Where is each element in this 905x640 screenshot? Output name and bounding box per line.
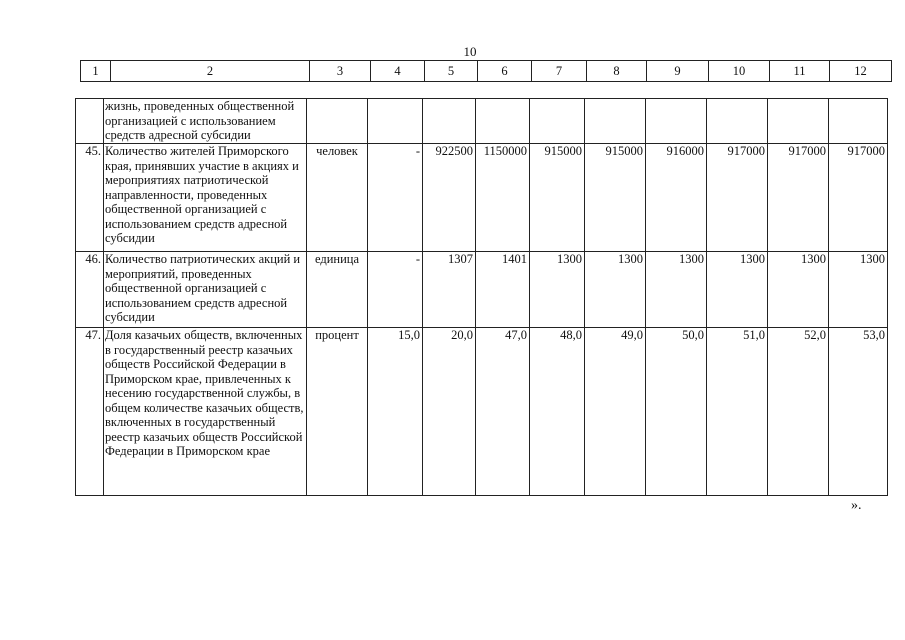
header-cell: 2	[111, 61, 310, 82]
row-value	[707, 99, 768, 144]
table-row	[76, 99, 888, 144]
row-value: 20,0	[423, 328, 476, 496]
row-value: 51,0	[707, 328, 768, 496]
row-value: 1401	[476, 252, 530, 328]
row-number	[76, 99, 104, 144]
row-value: 1300	[646, 252, 707, 328]
row-value: 1307	[423, 252, 476, 328]
row-value	[530, 99, 585, 144]
row-value: 52,0	[768, 328, 829, 496]
row-value: 1300	[530, 252, 585, 328]
row-value: 15,0	[368, 328, 423, 496]
row-value	[585, 99, 646, 144]
row-value: 1300	[768, 252, 829, 328]
row-number: 46.	[76, 252, 104, 328]
row-value: 1300	[585, 252, 646, 328]
row-value: 1300	[829, 252, 888, 328]
row-value	[768, 99, 829, 144]
column-number-header	[80, 60, 892, 82]
row-value	[646, 99, 707, 144]
header-cell: 12	[830, 61, 892, 82]
row-value: 50,0	[646, 328, 707, 496]
header-cell: 9	[647, 61, 709, 82]
row-value: 1150000	[476, 144, 530, 252]
header-cell: 6	[478, 61, 532, 82]
row-description: Количество жителей Приморского края, принявших участие в акциях и мероприятиях патриотической направленности, проведенных общественной организацией с использованием средств адресной субсидии	[104, 144, 307, 252]
header-cell: 5	[425, 61, 478, 82]
table-row	[76, 144, 888, 252]
row-number: 47.	[76, 328, 104, 496]
row-value: 917000	[829, 144, 888, 252]
header-cell: 8	[587, 61, 647, 82]
table-row	[76, 252, 888, 328]
row-value: 917000	[768, 144, 829, 252]
row-unit: единица	[307, 252, 368, 328]
row-value: 922500	[423, 144, 476, 252]
row-value: 1300	[707, 252, 768, 328]
page-number: 10	[463, 44, 477, 59]
header-cell: 7	[532, 61, 587, 82]
row-number: 45.	[76, 144, 104, 252]
row-description: Доля казачьих обществ, включенных в государственный реестр казачьих обществ Российской Федерации в Приморском крае, привлеченных к несению государственной службы, в общем количестве казачьих обществ, включенных в государственный реестр казачьих обществ Российской Федерации в Приморском крае	[104, 328, 307, 496]
row-value: -	[368, 252, 423, 328]
row-value: 48,0	[530, 328, 585, 496]
header-cell: 10	[709, 61, 770, 82]
row-unit: процент	[307, 328, 368, 496]
closing-quote-mark: ».	[851, 498, 862, 513]
row-value: 49,0	[585, 328, 646, 496]
row-value	[829, 99, 888, 144]
table-row	[76, 328, 888, 496]
row-value: 915000	[585, 144, 646, 252]
row-unit	[307, 99, 368, 144]
row-description: жизнь, проведенных общественной организацией с использованием средств адресной субсидии	[104, 99, 307, 144]
header-row	[81, 61, 892, 82]
header-cell: 1	[81, 61, 111, 82]
row-value: 915000	[530, 144, 585, 252]
row-description: Количество патриотических акций и мероприятий, проведенных общественной организацией с использованием средств адресной субсидии	[104, 252, 307, 328]
row-value: -	[368, 144, 423, 252]
row-value: 916000	[646, 144, 707, 252]
row-unit: человек	[307, 144, 368, 252]
indicators-table	[75, 98, 888, 496]
header-cell: 11	[770, 61, 830, 82]
header-cell: 4	[371, 61, 425, 82]
row-value: 53,0	[829, 328, 888, 496]
header-cell: 3	[310, 61, 371, 82]
row-value	[476, 99, 530, 144]
row-value	[368, 99, 423, 144]
row-value	[423, 99, 476, 144]
row-value: 917000	[707, 144, 768, 252]
row-value: 47,0	[476, 328, 530, 496]
